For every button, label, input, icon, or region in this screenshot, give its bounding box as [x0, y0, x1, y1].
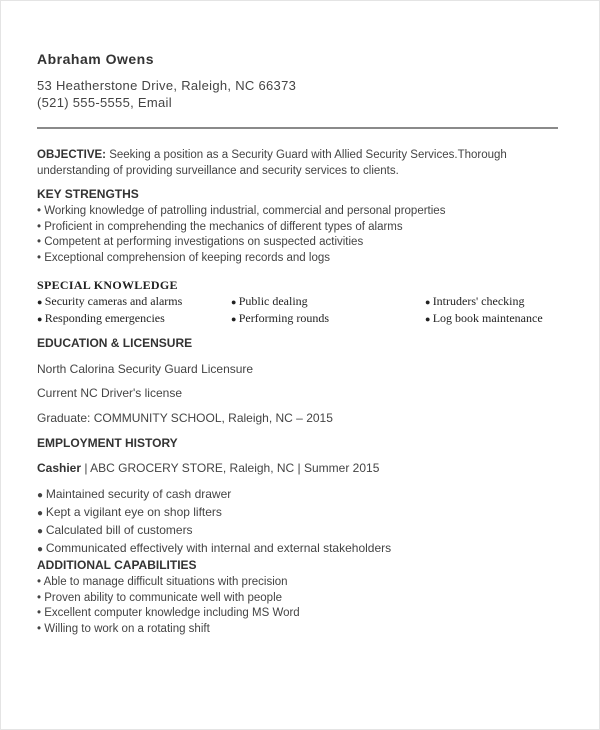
list-item: • Exceptional comprehension of keeping records and logs [37, 251, 445, 267]
additional-capabilities-heading: ADDITIONAL CAPABILITIES [37, 558, 197, 572]
list-item: ● Communicated effectively with internal and external stakeholders [37, 540, 391, 558]
job-title: Cashier [37, 461, 82, 475]
special-knowledge-item: ● Log book maintenance [425, 311, 543, 326]
list-item: ● Kept a vigilant eye on shop lifters [37, 504, 391, 522]
key-strengths-list [37, 204, 445, 266]
list-item: • Competent at performing investigations on suspected activities [37, 235, 445, 251]
list-item: • Proven ability to communicate well with people [37, 591, 300, 607]
job-detail: | ABC GROCERY STORE, Raleigh, NC | Summer 2015 [81, 461, 380, 475]
job-entry [37, 461, 379, 475]
contact-line: (521) 555-5555, Email [37, 95, 172, 110]
objective-section [37, 147, 557, 179]
list-item: • Working knowledge of patrolling industrial, commercial and personal properties [37, 204, 445, 220]
key-strengths-heading: KEY STRENGTHS [37, 187, 139, 201]
list-item: ● Maintained security of cash drawer [37, 486, 391, 504]
education-line: North Calorina Security Guard Licensure [37, 362, 254, 376]
special-knowledge-item: ● Intruders' checking [425, 294, 524, 309]
list-item: • Excellent computer knowledge including MS Word [37, 606, 300, 622]
additional-capabilities-list [37, 575, 300, 637]
education-line: Current NC Driver's license [37, 386, 182, 400]
candidate-name: Abraham Owens [37, 51, 154, 67]
education-line: Graduate: COMMUNITY SCHOOL, Raleigh, NC – 2015 [37, 411, 333, 425]
header-divider [37, 127, 558, 129]
education-heading: EDUCATION & LICENSURE [37, 336, 193, 350]
address-line: 53 Heatherstone Drive, Raleigh, NC 66373 [37, 78, 297, 93]
list-item: • Able to manage difficult situations with precision [37, 575, 300, 591]
employment-duties-list [37, 486, 391, 558]
list-item: ● Calculated bill of customers [37, 522, 391, 540]
special-knowledge-item: ● Responding emergencies [37, 311, 165, 326]
special-knowledge-item: ● Security cameras and alarms [37, 294, 182, 309]
list-item: • Willing to work on a rotating shift [37, 622, 300, 638]
objective-label: OBJECTIVE: [37, 149, 107, 161]
list-item: • Proficient in comprehending the mechanics of different types of alarms [37, 220, 445, 236]
special-knowledge-heading: SPECIAL KNOWLEDGE [37, 278, 178, 292]
employment-heading: EMPLOYMENT HISTORY [37, 436, 178, 450]
objective-text: Seeking a position as a Security Guard with Allied Security Services.Thorough understanding of providing surveillance and security services to clients. [37, 149, 507, 177]
special-knowledge-item: ● Public dealing [231, 294, 308, 309]
special-knowledge-item: ● Performing rounds [231, 311, 329, 326]
